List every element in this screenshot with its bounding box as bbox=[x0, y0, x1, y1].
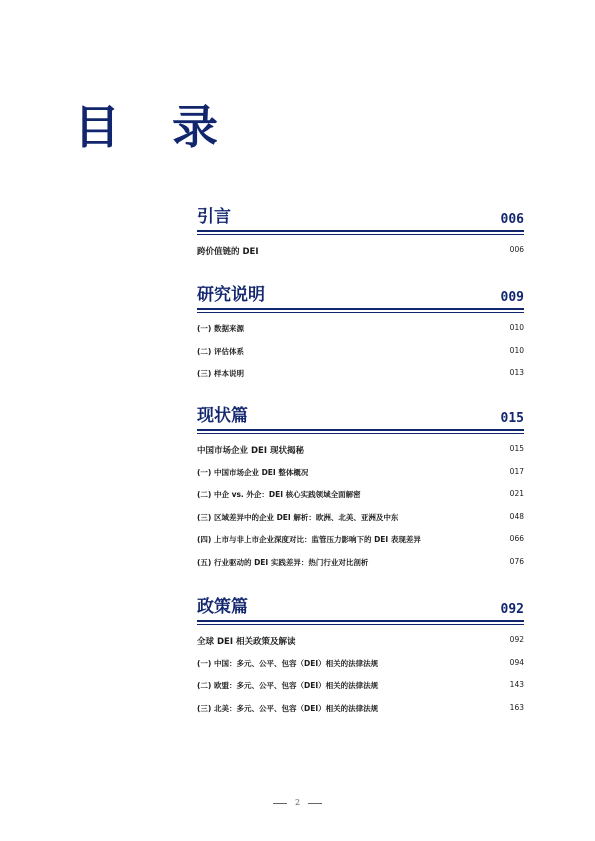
toc-entry-label: 跨价值链的 DEI bbox=[197, 247, 259, 257]
toc-entry-label: (三) 区域差异中的企业 DEI 解析：欧洲、北美、亚洲及中东 bbox=[197, 512, 399, 522]
toc-entry-page: 076 bbox=[509, 556, 524, 566]
toc-entry-page: 094 bbox=[509, 657, 524, 667]
section-rule bbox=[197, 429, 524, 431]
toc-entry-label: (一) 中国市场企业 DEI 整体概况 bbox=[197, 467, 309, 477]
toc-section-research bbox=[197, 280, 524, 385]
toc-entry[interactable] bbox=[197, 461, 524, 484]
page-title: 目 录 bbox=[74, 100, 237, 154]
toc-entry-page: 092 bbox=[509, 635, 524, 644]
toc-entry-page: 048 bbox=[509, 511, 524, 521]
section-rule bbox=[197, 312, 524, 313]
section-rule bbox=[197, 308, 524, 310]
toc-entry[interactable] bbox=[197, 697, 524, 720]
toc-entry-label: 中国市场企业 DEI 现状揭秘 bbox=[197, 446, 304, 456]
toc-entry[interactable] bbox=[197, 652, 524, 675]
toc-entry[interactable] bbox=[197, 506, 524, 529]
toc-entry-page: 015 bbox=[509, 444, 524, 453]
toc-entry[interactable] bbox=[197, 551, 524, 574]
toc-entry-page: 143 bbox=[509, 680, 524, 689]
section-page-number: 015 bbox=[500, 411, 524, 426]
toc-entry[interactable] bbox=[197, 528, 524, 551]
toc-entry-page: 010 bbox=[509, 345, 524, 355]
toc-entry[interactable] bbox=[197, 340, 524, 363]
section-title[interactable]: 现状篇 bbox=[197, 406, 248, 426]
section-rule bbox=[197, 234, 524, 235]
toc-entry-label: (二) 中企 vs. 外企：DEI 核心实践领域全面解密 bbox=[197, 490, 361, 499]
footer-dash bbox=[273, 803, 287, 804]
section-title[interactable]: 研究说明 bbox=[197, 285, 265, 305]
toc-entry-label: (四) 上市与非上市企业深度对比：监管压力影响下的 DEI 表现差异 bbox=[197, 535, 421, 544]
toc-entry-label: (三) 样本说明 bbox=[197, 369, 244, 378]
section-page-number: 006 bbox=[500, 212, 524, 227]
toc-entry[interactable] bbox=[197, 239, 524, 262]
toc-entry-label: (一) 数据来源 bbox=[197, 324, 244, 333]
toc-entry[interactable] bbox=[197, 362, 524, 385]
footer-dash bbox=[308, 803, 322, 804]
section-page-number: 092 bbox=[500, 602, 524, 617]
page-footer bbox=[0, 798, 595, 807]
toc-entry[interactable] bbox=[197, 438, 524, 461]
section-rule bbox=[197, 624, 524, 625]
toc-entry-label: (一) 中国：多元、公平、包容（DEI）相关的法律法规 bbox=[197, 658, 379, 668]
toc-entry-page: 010 bbox=[509, 323, 524, 332]
toc-entry-label: (五) 行业驱动的 DEI 实践差异：热门行业对比剖析 bbox=[197, 557, 369, 567]
toc-entry-page: 017 bbox=[509, 466, 524, 476]
toc-section-intro bbox=[197, 202, 524, 262]
section-rule bbox=[197, 230, 524, 232]
section-page-number: 009 bbox=[500, 290, 524, 305]
toc-entry-page: 163 bbox=[509, 702, 524, 712]
toc-entry[interactable] bbox=[197, 629, 524, 652]
section-rule bbox=[197, 620, 524, 622]
toc-entry-page: 021 bbox=[509, 489, 524, 498]
page-number: 2 bbox=[294, 798, 301, 807]
toc-entry-label: (三) 北美：多元、公平、包容（DEI）相关的法律法规 bbox=[197, 703, 379, 713]
toc-section-status bbox=[197, 401, 524, 573]
toc-entry-label: (二) 评估体系 bbox=[197, 346, 244, 356]
section-title[interactable]: 政策篇 bbox=[197, 597, 248, 617]
toc-entry-page: 066 bbox=[509, 534, 524, 543]
toc-entry[interactable] bbox=[197, 674, 524, 697]
toc-entry-page: 013 bbox=[509, 368, 524, 377]
toc-entry-page: 006 bbox=[509, 245, 524, 254]
toc-entry-label: (二) 欧盟：多元、公平、包容（DEI）相关的法律法规 bbox=[197, 681, 379, 690]
section-rule bbox=[197, 433, 524, 434]
section-title[interactable]: 引言 bbox=[197, 207, 231, 227]
toc-entry[interactable] bbox=[197, 483, 524, 506]
toc-entry-label: 全球 DEI 相关政策及解读 bbox=[197, 637, 296, 647]
toc-section-policy bbox=[197, 592, 524, 719]
toc-entry[interactable] bbox=[197, 317, 524, 340]
